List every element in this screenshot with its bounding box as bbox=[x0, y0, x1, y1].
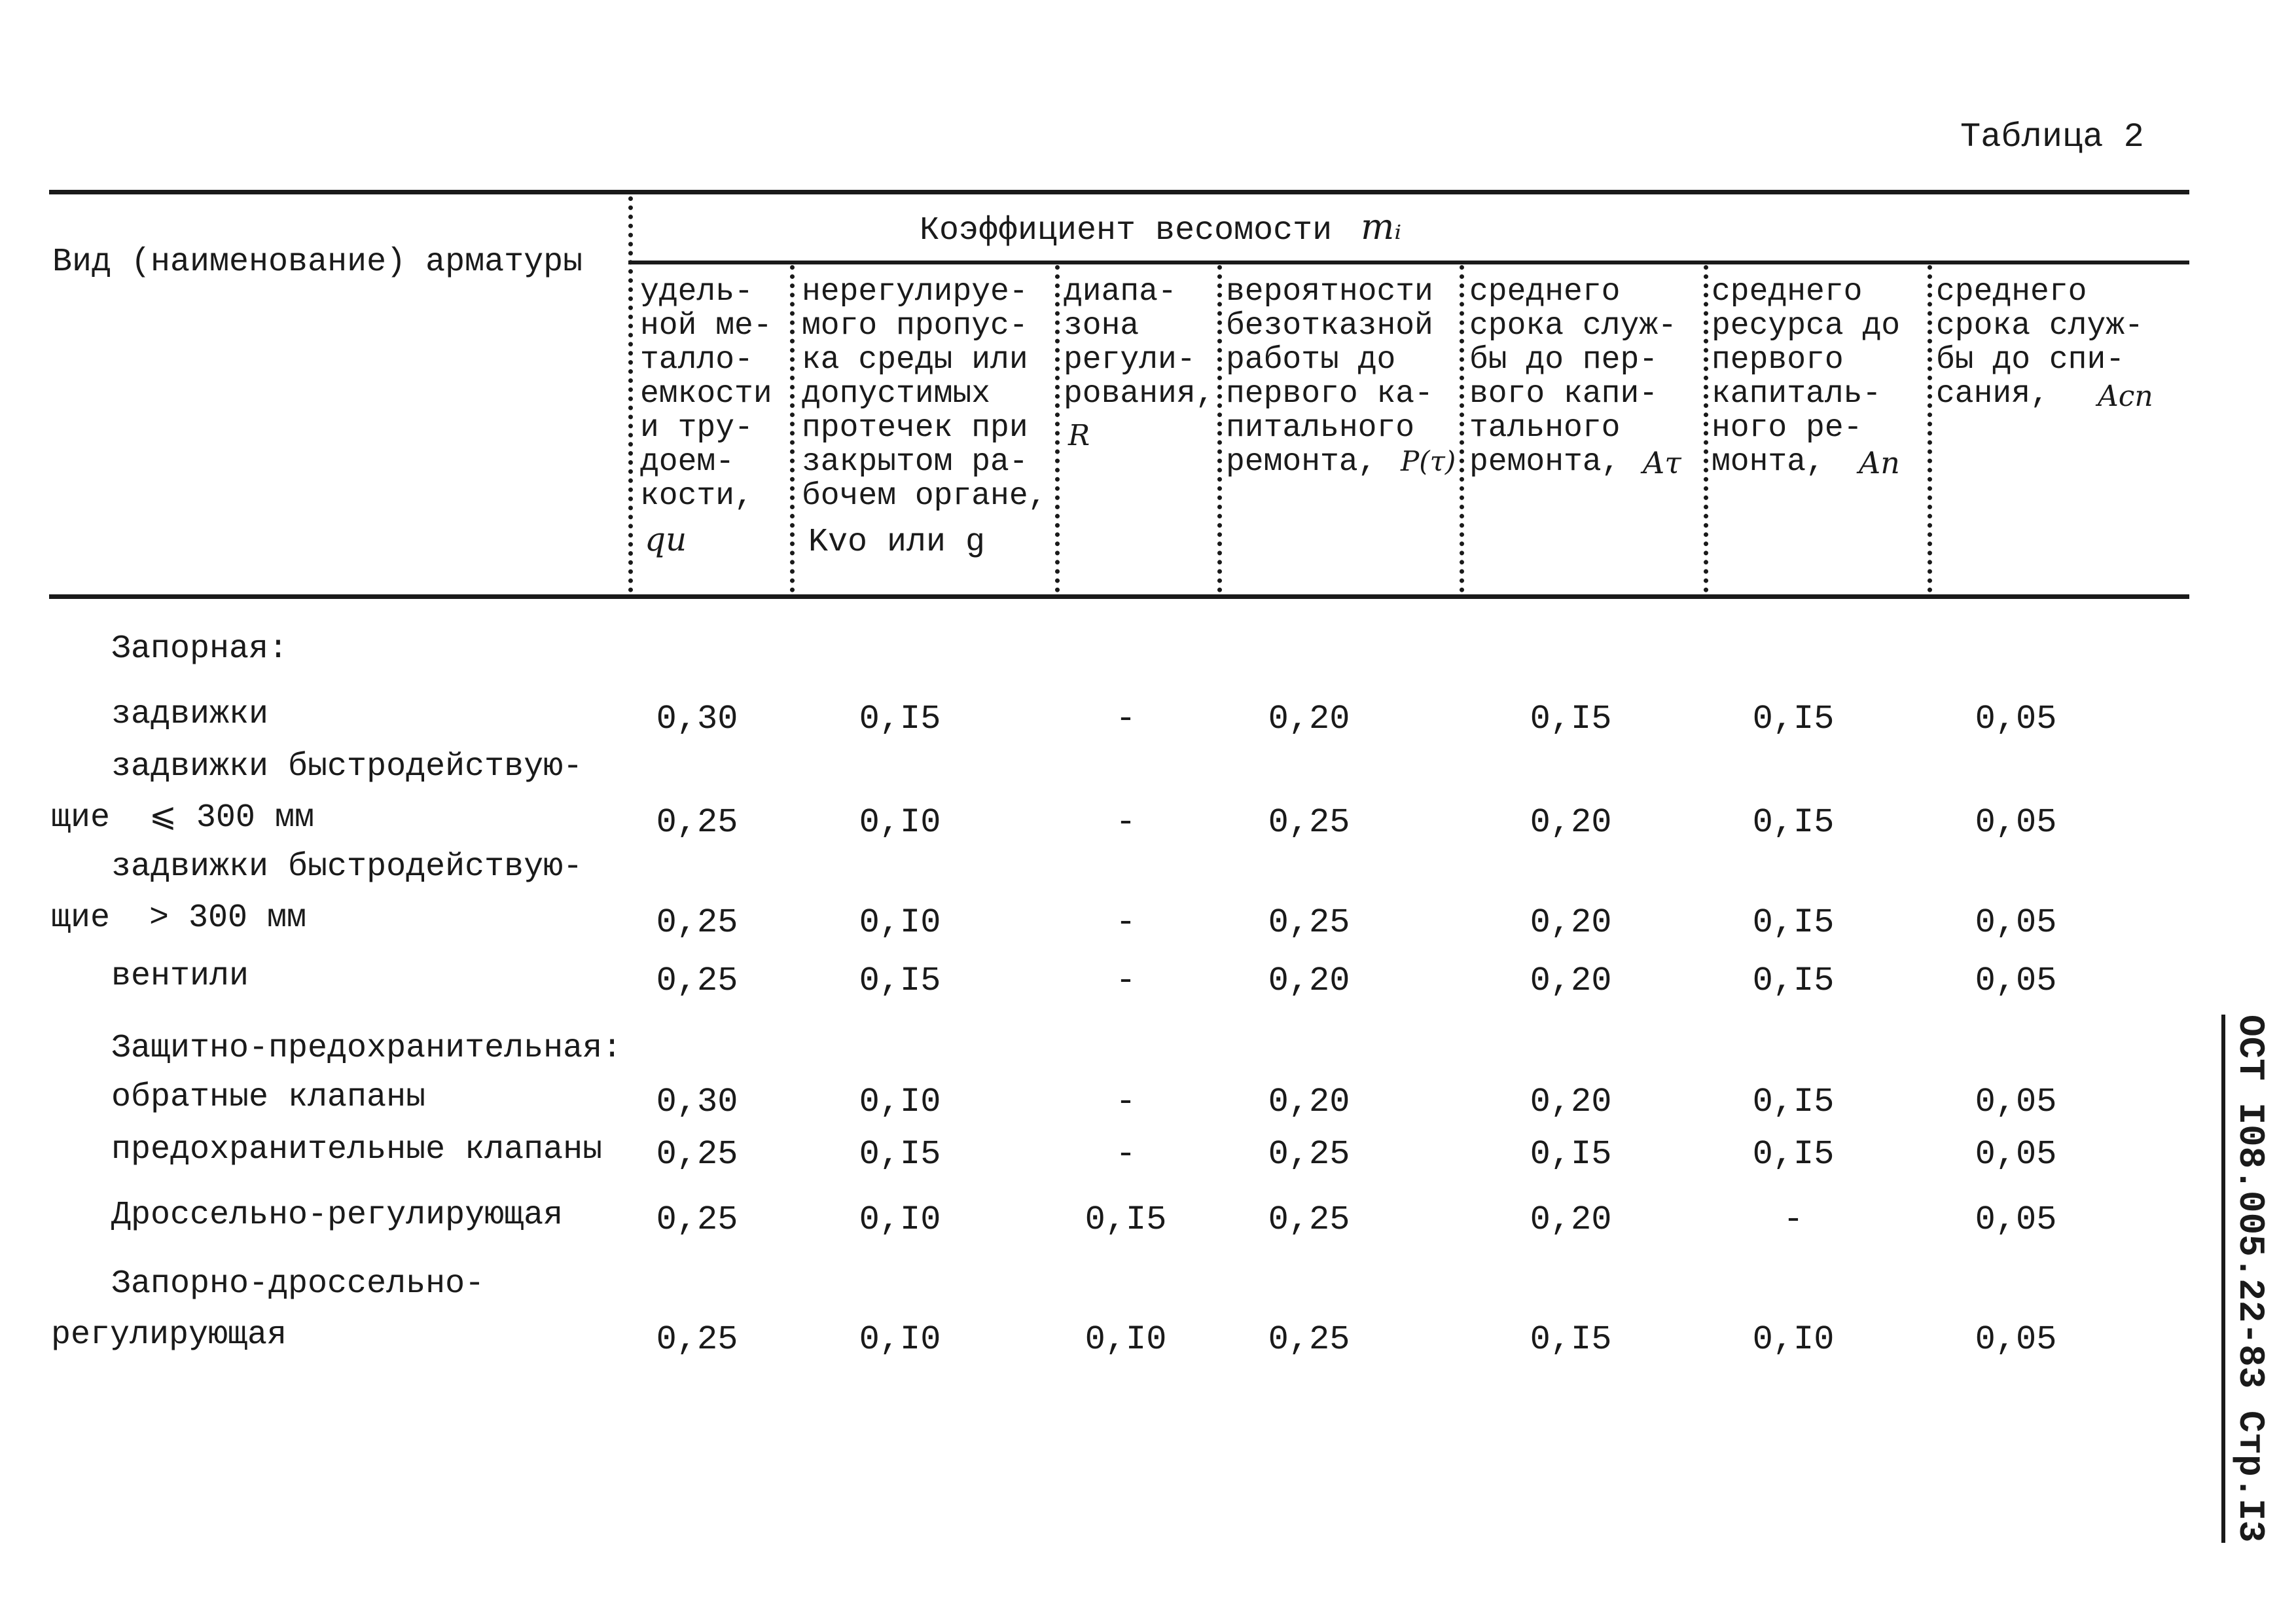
value-cell: 0,I5 bbox=[859, 700, 941, 738]
value-cell: 0,20 bbox=[1268, 1083, 1350, 1121]
value-cell: 0,I5 bbox=[1752, 1083, 1835, 1121]
value-cell: 0,05 bbox=[1975, 1320, 2057, 1359]
value-cell: 0,I5 bbox=[1752, 962, 1835, 1000]
group-rule bbox=[628, 261, 2189, 264]
value-cell: 0,30 bbox=[656, 700, 738, 738]
value-cell: 0,25 bbox=[656, 1135, 738, 1174]
value-cell: 0,I5 bbox=[1752, 903, 1835, 942]
value-cell: 0,05 bbox=[1975, 903, 2057, 942]
value-cell: 0,05 bbox=[1975, 1200, 2057, 1239]
value-cell: 0,I0 bbox=[859, 903, 941, 942]
header-col-4: вероятности безотказной работы до первого ка- питального ремонта, bbox=[1226, 274, 1433, 480]
value-cell: 0,20 bbox=[1268, 962, 1350, 1000]
value-cell: 0,05 bbox=[1975, 962, 2057, 1000]
divider-firstcol bbox=[628, 196, 633, 592]
value-cell: 0,I5 bbox=[1752, 1135, 1835, 1174]
divider-col4 bbox=[1460, 265, 1464, 592]
header-col-5: среднего срока служ- бы до пер- вого капи- тального ремонта, bbox=[1469, 274, 1677, 480]
header-col-3-symbol: R bbox=[1068, 419, 1090, 452]
header-col-6-symbol: An bbox=[1859, 445, 1900, 480]
divider-col6 bbox=[1928, 265, 1932, 592]
row-label-continuation: щие ⩽ 300 мм bbox=[51, 799, 314, 837]
row-label: предохранительные клапаны bbox=[111, 1131, 603, 1168]
value-cell: 0,I0 bbox=[859, 1200, 941, 1239]
value-cell: 0,I5 bbox=[1530, 1135, 1612, 1174]
side-stamp: ОСТ I08.005.22-83 Стр.I3 bbox=[2221, 1015, 2271, 1543]
value-cell: 0,I5 bbox=[1085, 1200, 1167, 1239]
row-label: задвижки bbox=[111, 696, 269, 733]
value-cell: 0,25 bbox=[656, 1200, 738, 1239]
row-label: задвижки быстродействую- bbox=[111, 748, 583, 785]
value-cell: - bbox=[1783, 1200, 1804, 1239]
header-group-symbol: mᵢ bbox=[1361, 206, 1402, 247]
value-cell: - bbox=[1115, 803, 1136, 842]
header-col-1-symbol: qu bbox=[645, 520, 687, 558]
value-cell: 0,I5 bbox=[859, 962, 941, 1000]
divider-col1 bbox=[790, 265, 795, 592]
value-cell: - bbox=[1115, 1135, 1136, 1174]
value-cell: 0,05 bbox=[1975, 1135, 2057, 1174]
header-group-label: Коэффициент весомости bbox=[920, 212, 1333, 249]
value-cell: 0,25 bbox=[656, 1320, 738, 1359]
value-cell: 0,I5 bbox=[1530, 700, 1612, 738]
value-cell: 0,20 bbox=[1530, 903, 1612, 942]
row-label: задвижки быстродействую- bbox=[111, 848, 583, 886]
value-cell: 0,25 bbox=[1268, 1135, 1350, 1174]
row-label: вентили bbox=[111, 958, 249, 995]
header-first-col: Вид (наименование) арматуры bbox=[52, 244, 583, 281]
value-cell: 0,05 bbox=[1975, 700, 2057, 738]
value-cell: - bbox=[1115, 903, 1136, 942]
value-cell: 0,20 bbox=[1530, 1083, 1612, 1121]
table-label: Таблица 2 bbox=[1960, 118, 2144, 156]
header-col-7: среднего срока служ- бы до спи- сания, bbox=[1936, 274, 2144, 412]
value-cell: - bbox=[1115, 700, 1136, 738]
value-cell: 0,30 bbox=[656, 1083, 738, 1121]
value-cell: 0,I0 bbox=[859, 803, 941, 842]
value-cell: 0,20 bbox=[1530, 962, 1612, 1000]
row-label-continuation: регулирующая bbox=[51, 1316, 287, 1354]
row-label-continuation: щие > 300 мм bbox=[51, 899, 307, 937]
value-cell: 0,20 bbox=[1268, 700, 1350, 738]
row-label: Защитно-предохранительная: bbox=[111, 1030, 622, 1067]
header-col-4-symbol: P(τ) bbox=[1401, 445, 1456, 477]
value-cell: 0,25 bbox=[656, 803, 738, 842]
value-cell: - bbox=[1115, 962, 1136, 1000]
value-cell: 0,I0 bbox=[1752, 1320, 1835, 1359]
table-top-rule bbox=[49, 190, 2189, 194]
row-label: обратные клапаны bbox=[111, 1079, 426, 1116]
value-cell: 0,25 bbox=[1268, 903, 1350, 942]
value-cell: 0,I5 bbox=[1530, 1320, 1612, 1359]
value-cell: 0,I0 bbox=[859, 1320, 941, 1359]
divider-col2 bbox=[1055, 265, 1060, 592]
value-cell: 0,25 bbox=[1268, 1200, 1350, 1239]
divider-col3 bbox=[1217, 265, 1222, 592]
value-cell: 0,I5 bbox=[1752, 803, 1835, 842]
row-label: Запорно-дроссельно- bbox=[111, 1265, 485, 1303]
header-group bbox=[920, 206, 1401, 249]
value-cell: 0,I0 bbox=[1085, 1320, 1167, 1359]
value-cell: 0,25 bbox=[656, 903, 738, 942]
row-label: Дроссельно-регулирующая bbox=[111, 1197, 564, 1234]
header-col-1: удель- ной ме- талло- емкости и тру- доем- кости, bbox=[640, 274, 772, 514]
header-col-2-symbol: Kvo или g bbox=[808, 524, 986, 561]
row-label: Запорная: bbox=[111, 630, 289, 668]
value-cell: - bbox=[1115, 1083, 1136, 1121]
header-col-2: нерегулируе- мого пропус- ка среды или допустимых протечек при закрытом ра- бочем органе, bbox=[802, 274, 1047, 514]
value-cell: 0,05 bbox=[1975, 1083, 2057, 1121]
value-cell: 0,25 bbox=[656, 962, 738, 1000]
value-cell: 0,I5 bbox=[859, 1135, 941, 1174]
value-cell: 0,25 bbox=[1268, 803, 1350, 842]
divider-col5 bbox=[1704, 265, 1708, 592]
header-col-6: среднего ресурса до первого капиталь- ного ре- монта, bbox=[1712, 274, 1901, 480]
value-cell: 0,20 bbox=[1530, 803, 1612, 842]
header-col-7-symbol: Aсп bbox=[2098, 380, 2153, 413]
value-cell: 0,20 bbox=[1530, 1200, 1612, 1239]
header-col-3: диапа- зона регули- рования, bbox=[1064, 274, 1215, 412]
value-cell: 0,I5 bbox=[1752, 700, 1835, 738]
header-col-5-symbol: Aτ bbox=[1643, 445, 1681, 480]
value-cell: 0,25 bbox=[1268, 1320, 1350, 1359]
header-bottom-rule bbox=[49, 594, 2189, 599]
value-cell: 0,I0 bbox=[859, 1083, 941, 1121]
value-cell: 0,05 bbox=[1975, 803, 2057, 842]
